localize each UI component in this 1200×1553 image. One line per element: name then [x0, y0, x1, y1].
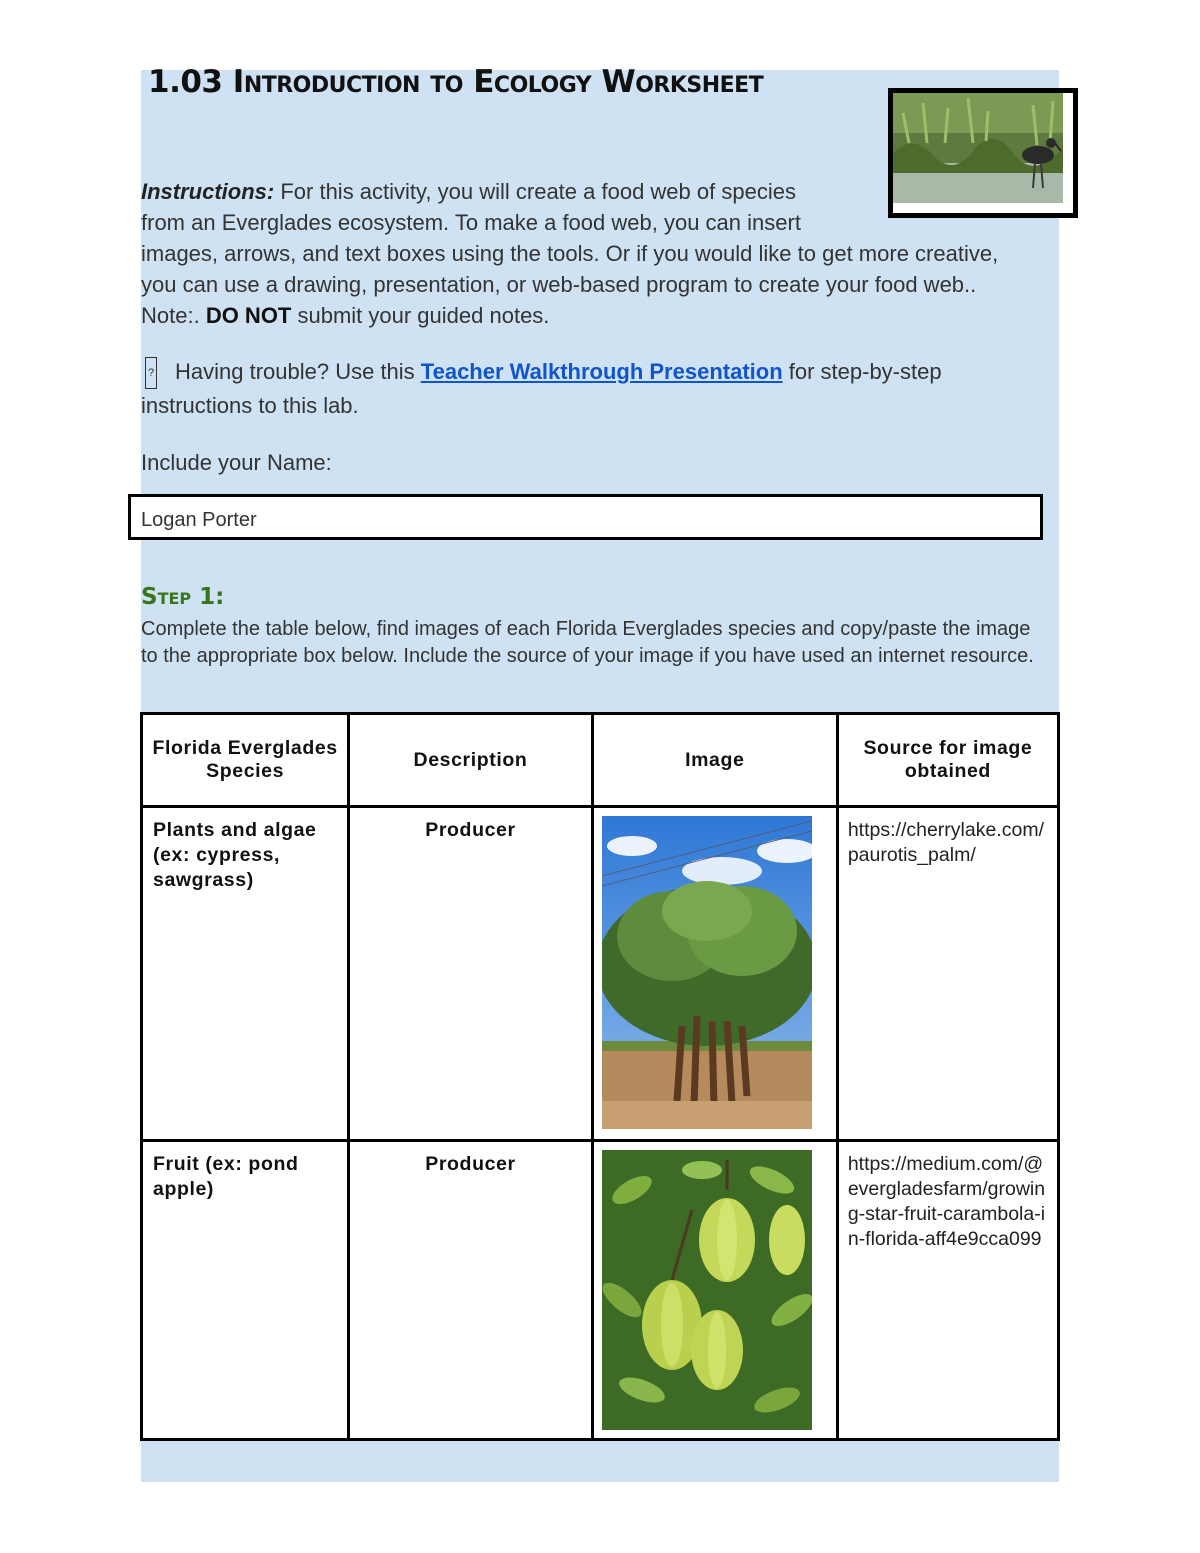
instructions-line-4: you can use a drawing, presentation, or web-based program to create your food web..: [141, 272, 977, 297]
note-prefix: Note:.: [141, 303, 206, 328]
header-source: Source for image obtained: [837, 714, 1058, 807]
help-line-2: instructions to this lab.: [141, 393, 359, 419]
palm-tree-photo: [602, 816, 812, 1129]
name-label: Include your Name:: [141, 450, 332, 475]
header-species: Florida Everglades Species: [142, 714, 349, 807]
help-prefix: Having trouble? Use this: [175, 359, 421, 384]
header-image: Image: [592, 714, 837, 807]
note-emphasis: DO NOT: [205, 303, 292, 328]
step-1-text: Complete the table below, find images of each Florida Everglades species and copy/paste the image to the appropriate box below. Include the source of your image if you have used an internet resource.: [141, 618, 1034, 667]
table-header-row: [142, 714, 1059, 807]
name-field[interactable]: Logan Porter: [128, 494, 1043, 540]
walkthrough-link[interactable]: Teacher Walkthrough Presentation: [420, 359, 783, 384]
image-cell: [592, 807, 837, 1141]
help-glyph-icon: ?: [145, 357, 157, 389]
description-cell: Producer: [349, 807, 592, 1141]
instructions-note: [141, 300, 1061, 331]
instructions-line-3: images, arrows, and text boxes using the tools. Or if you would like to get more creative,: [141, 241, 999, 266]
help-suffix: for step-by-step: [782, 359, 942, 384]
step-1-heading: Step 1:: [141, 584, 225, 610]
header-description: Description: [349, 714, 592, 807]
image-cell: [592, 1141, 837, 1440]
page-title: 1.03 Introduction to Ecology Worksheet: [148, 64, 764, 100]
help-text: [141, 355, 1041, 423]
table-row: [142, 1141, 1059, 1440]
instructions-line-1: For this activity, you will create a food web of species: [274, 179, 796, 204]
note-suffix: submit your guided notes.: [291, 303, 550, 328]
species-cell: Fruit (ex: pond apple): [142, 1141, 349, 1440]
source-cell: https://cherrylake.com/paurotis_palm/: [837, 807, 1058, 1141]
table-row: [142, 807, 1059, 1141]
species-cell: Plants and algae (ex: cypress, sawgrass): [142, 807, 349, 1141]
instructions-label: Instructions:: [141, 179, 275, 204]
star-fruit-photo: [602, 1150, 812, 1430]
description-cell: Producer: [349, 1141, 592, 1440]
instructions-line-2: from an Everglades ecosystem. To make a food web, you can insert: [141, 210, 801, 235]
source-cell: https://medium.com/@evergladesfarm/growing-star-fruit-carambola-in-florida-aff4e9cca099: [837, 1141, 1058, 1440]
species-table: [140, 712, 1060, 1441]
instructions: [141, 176, 1061, 331]
